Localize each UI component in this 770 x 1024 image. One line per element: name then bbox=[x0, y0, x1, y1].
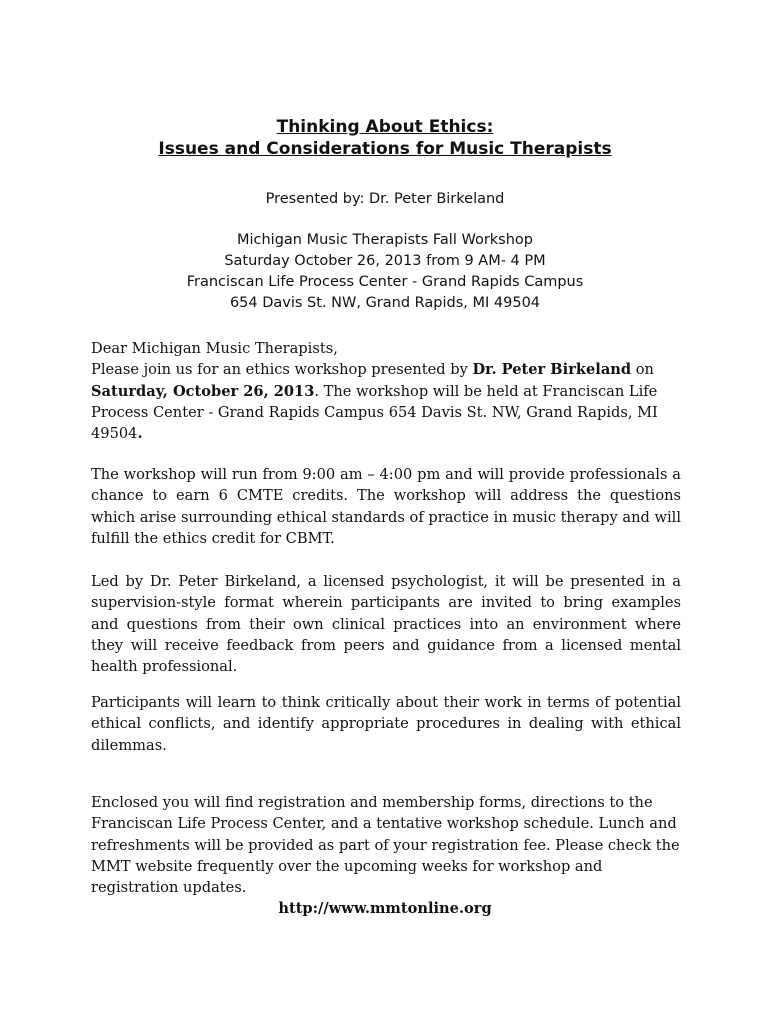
presenter-line: Presented by: Dr. Peter Birkeland bbox=[265, 191, 505, 207]
event-name: Michigan Music Therapists Fall Workshop bbox=[236, 232, 534, 248]
document-header bbox=[0, 116, 770, 160]
paragraph-enclosures: Enclosed you will find registration and membership forms, directions to the Franciscan Life Process Center, and a tentative workshop schedule. Lunch and refreshments will be provided as part of your registration fee. Please check the MMT website frequently over the upcoming weeks for workshop and registration updates. bbox=[91, 794, 680, 897]
event-date: Saturday October 26, 2013 from 9 AM- 4 PM bbox=[224, 253, 546, 269]
salutation: Dear Michigan Music Therapists, bbox=[91, 340, 338, 357]
paragraph-format: Led by Dr. Peter Birkeland, a licensed psychologist, it will be presented in a supervision-style format wherein participants are invited to bring examples and questions from their own clinical practices into an environment where they will receive feedback from peers and guidance from a licensed mental health professional. bbox=[91, 573, 681, 676]
event-address: 654 Davis St. NW, Grand Rapids, MI 49504 bbox=[229, 295, 541, 311]
event-venue: Franciscan Life Process Center - Grand Rapids Campus bbox=[186, 274, 584, 290]
paragraph-invitation bbox=[91, 359, 681, 444]
invitation-end: . bbox=[137, 425, 143, 443]
letter-opening bbox=[91, 338, 681, 444]
website-link[interactable]: http://www.mmtonline.org bbox=[278, 900, 492, 917]
invitation-text-b: on bbox=[631, 361, 654, 379]
paragraph-schedule: The workshop will run from 9:00 am – 4:00 pm and will provide professionals a chance to earn 6 CMTE credits. The workshop will address the questions which arise surrounding ethical standards of practice in music therapy and will fulfill the ethics credit for CBMT. bbox=[91, 466, 681, 547]
event-details bbox=[0, 230, 770, 314]
title-line-2: Issues and Considerations for Music Therapists bbox=[158, 139, 612, 159]
invitation-text-c: . The workshop will be held at Franciscan Life Process Center - Grand Rapids Campus 654 Davis St. NW, Grand Rapids, MI 49504 bbox=[91, 382, 658, 443]
title-line-1: Thinking About Ethics: bbox=[276, 117, 494, 137]
invitation-text-a: Please join us for an ethics workshop presented by bbox=[91, 361, 473, 379]
invitation-presenter: Dr. Peter Birkeland bbox=[472, 361, 632, 379]
paragraph-learning: Participants will learn to think critically about their work in terms of potential ethical conflicts, and identify appropriate procedures in dealing with ethical dilemmas. bbox=[91, 694, 681, 754]
invitation-date: Saturday, October 26, 2013 bbox=[91, 382, 315, 400]
presenter-block bbox=[0, 189, 770, 210]
